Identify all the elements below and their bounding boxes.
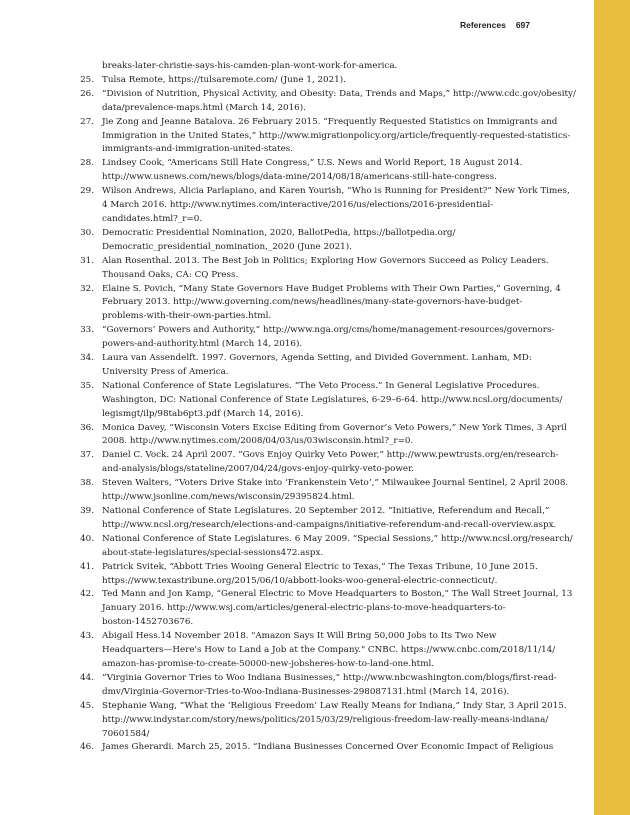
reference-line: Abigail Hess.14 November 2018. "Amazon Says It Will Bring 50,000 Jobs to Its Two New bbox=[102, 631, 497, 642]
reference-line: http://www.indystar.com/story/news/politics/2015/03/29/religious-freedom-law-really-means-indiana/ bbox=[102, 714, 549, 725]
reference-line: candidates.html?_r=0. bbox=[102, 213, 203, 224]
reference-text bbox=[102, 505, 558, 533]
reference-line: Steven Walters, “Voters Drive Stake into ‘Frankenstein Veto’,” Milwaukee Journal Sentinel, 2 April 2008. bbox=[102, 478, 569, 489]
reference-item bbox=[72, 505, 558, 533]
reference-number: 35. bbox=[80, 380, 94, 391]
reference-item bbox=[72, 227, 558, 255]
section-title: References bbox=[459, 20, 506, 30]
reference-item bbox=[72, 630, 558, 672]
reference-line: Daniel C. Vock. 24 April 2007. “Govs Enjoy Quirky Veto Power,” http://www.pewtrusts.org/en/research- bbox=[102, 450, 559, 461]
reference-number: 33. bbox=[80, 325, 94, 336]
reference-text bbox=[102, 283, 561, 325]
reference-line: Democratic_presidential_nomination,_2020 (June 2021). bbox=[102, 241, 352, 252]
reference-line: Thousand Oaks, CA: CQ Press. bbox=[102, 269, 239, 280]
reference-item bbox=[72, 88, 576, 116]
reference-line: “Governors’ Powers and Authority,” http://www.nga.org/cms/home/management-resources/governors- bbox=[102, 325, 555, 336]
reference-line: powers-and-authority.html (March 14, 2016). bbox=[102, 339, 303, 350]
reference-text bbox=[102, 227, 558, 255]
reference-list bbox=[72, 60, 576, 755]
reference-text bbox=[102, 741, 558, 755]
reference-text bbox=[102, 561, 558, 589]
reference-text bbox=[102, 449, 559, 477]
reference-item bbox=[72, 672, 558, 700]
reference-line: amazon-has-promise-to-create-50000-new-jobsheres-how-to-land-one.html. bbox=[102, 658, 435, 669]
reference-line: https://www.texastribune.org/2015/06/10/abbott-looks-woo-general-electric-connecticut/. bbox=[102, 575, 498, 586]
reference-item bbox=[72, 324, 558, 352]
reference-line: immigrants-and-immigration-united-states. bbox=[102, 144, 294, 155]
reference-line: Monica Davey, “Wisconsin Voters Excise Editing from Governor’s Veto Powers,” New York Times, 3 April bbox=[102, 422, 567, 433]
reference-text bbox=[102, 588, 572, 630]
reference-line: University Press of America. bbox=[102, 366, 229, 377]
reference-line: about-state-legislatures/special-sessions472.aspx. bbox=[102, 547, 324, 558]
reference-item bbox=[72, 561, 558, 589]
reference-item bbox=[72, 185, 570, 227]
reference-line: Jie Zong and Jeanne Batalova. 26 February 2015. “Frequently Requested Statistics on Immigrants and bbox=[102, 116, 558, 127]
reference-number: 30. bbox=[80, 227, 94, 238]
reference-text bbox=[102, 74, 558, 88]
reference-item bbox=[72, 157, 558, 185]
reference-line: National Conference of State Legislatures. 20 September 2012. “Initiative, Referendum and Recall,” bbox=[102, 506, 550, 516]
reference-item bbox=[72, 60, 558, 74]
reference-item bbox=[72, 283, 561, 325]
reference-line: Immigration in the United States,” http://www.migrationpolicy.org/article/frequently-requested-statistics- bbox=[102, 130, 571, 141]
reference-item bbox=[72, 422, 567, 450]
reference-number: 41. bbox=[80, 561, 94, 572]
reference-text bbox=[102, 157, 558, 185]
running-header bbox=[0, 20, 530, 30]
reference-line: National Conference of State Legislatures. “The Veto Process.” In General Legislative Procedures. bbox=[102, 380, 540, 391]
reference-line: Alan Rosenthal. 2013. The Best Job in Politics; Exploring How Governors Succeed as Policy Leaders. bbox=[102, 255, 549, 266]
reference-line: Elaine S. Povich, “Many State Governors Have Budget Problems with Their Own Parties,” Governing, 4 bbox=[102, 283, 561, 294]
reference-text bbox=[102, 185, 570, 227]
reference-line: Washington, DC: National Conference of State Legislatures, 6-29–6-64. http://www.ncsl.org/documents/ bbox=[102, 394, 563, 405]
reference-line: James Gherardi. March 25, 2015. “Indiana Businesses Concerned Over Economic Impact of Religious bbox=[102, 742, 554, 753]
reference-line: and-analysis/blogs/stateline/2007/04/24/govs-enjoy-quirky-veto-power. bbox=[102, 464, 415, 475]
reference-item bbox=[72, 74, 558, 88]
reference-number: 34. bbox=[80, 353, 94, 364]
reference-line: data/prevalence-maps.html (March 14, 2016). bbox=[102, 102, 306, 113]
reference-line: http://www.ncsl.org/research/elections-and-campaigns/initiative-referendum-and-recall-overview.aspx. bbox=[102, 519, 557, 530]
reference-line: http://www.usnews.com/news/blogs/data-mine/2014/08/18/americans-still-hate-congress. bbox=[102, 172, 497, 183]
reference-text bbox=[102, 352, 558, 380]
reference-line: problems-with-their-own-parties.html. bbox=[102, 311, 272, 322]
reference-number: 45. bbox=[80, 700, 94, 711]
reference-text bbox=[102, 255, 558, 283]
reference-text bbox=[102, 324, 558, 352]
reference-item bbox=[72, 255, 558, 283]
reference-item bbox=[72, 380, 563, 422]
reference-number: 46. bbox=[80, 742, 94, 753]
reference-line: http://www.jsonline.com/news/wisconsin/29395824.html. bbox=[102, 492, 355, 503]
reference-item bbox=[72, 533, 573, 561]
reference-text bbox=[102, 60, 558, 74]
reference-number: 36. bbox=[80, 422, 94, 433]
reference-number: 32. bbox=[80, 283, 94, 294]
reference-number: 42. bbox=[80, 589, 94, 600]
reference-item bbox=[72, 477, 569, 505]
reference-line: dmv/Virginia-Governor-Tries-to-Woo-Indiana-Businesses-298087131.html (March 14, 2016). bbox=[102, 686, 510, 697]
reference-item bbox=[72, 700, 567, 742]
reference-line: 4 March 2016. http://www.nytimes.com/interactive/2016/us/elections/2016-presidential- bbox=[102, 200, 494, 211]
reference-line: National Conference of State Legislatures. 6 May 2009. “Special Sessions,” http://www.ncsl.org/research/ bbox=[102, 533, 573, 544]
reference-line: breaks-later-christie-says-his-camden-plan-wont-work-for-america. bbox=[102, 61, 398, 71]
reference-line: February 2013. http://www.governing.com/news/headlines/many-state-governors-have-budget- bbox=[102, 297, 523, 308]
reference-item bbox=[72, 449, 558, 477]
reference-line: 2008. http://www.nytimes.com/2008/04/03/us/03wisconsin.html?_r=0. bbox=[102, 436, 414, 447]
reference-line: boston-1452703676. bbox=[102, 617, 194, 628]
reference-line: Democratic Presidential Nomination, 2020, BallotPedia, https://ballotpedia.org/ bbox=[102, 227, 456, 238]
chapter-color-band bbox=[594, 0, 630, 815]
reference-text bbox=[102, 477, 568, 505]
reference-line: legismgt/ilp/98tab6pt3.pdf (March 14, 2016). bbox=[102, 408, 304, 419]
reference-line: “Division of Nutrition, Physical Activity, and Obesity: Data, Trends and Maps,” http://www.cdc.gov/obesity/ bbox=[102, 88, 576, 99]
reference-line: Wilson Andrews, Alicia Parlapiano, and Karen Yourish, “Who is Running for President?” New York Times, bbox=[102, 186, 570, 197]
reference-line: Tulsa Remote, https://tulsaremote.com/ (June 1, 2021). bbox=[102, 74, 346, 85]
reference-number: 37. bbox=[80, 450, 94, 461]
reference-item bbox=[72, 741, 558, 755]
reference-number: 26. bbox=[80, 88, 94, 99]
reference-line: 70601584/ bbox=[102, 728, 150, 739]
reference-text bbox=[102, 672, 558, 700]
reference-item bbox=[72, 588, 573, 630]
reference-text bbox=[102, 88, 576, 116]
reference-number: 39. bbox=[80, 506, 94, 516]
reference-line: Headquarters—Here's How to Land a Job at the Company." CNBC. https://www.cnbc.com/2018/11/14/ bbox=[102, 645, 556, 656]
reference-item bbox=[72, 352, 558, 380]
reference-number: 27. bbox=[80, 116, 94, 127]
reference-line: Stephanie Wang, “What the ‘Religious Freedom’ Law Really Means for Indiana,” Indy Star, 3 April 2015. bbox=[102, 700, 567, 711]
reference-number: 29. bbox=[80, 186, 94, 197]
reference-number: 44. bbox=[80, 672, 94, 683]
reference-number: 25. bbox=[80, 74, 94, 85]
reference-line: Ted Mann and Jon Kamp, “General Electric to Move Headquarters to Boston,” The Wall Street Journal, 13 bbox=[102, 589, 573, 600]
reference-line: Lindsey Cook, “Americans Still Hate Congress,” U.S. News and World Report, 18 August 2014. bbox=[102, 158, 523, 169]
reference-text bbox=[102, 116, 570, 158]
reference-number: 43. bbox=[80, 631, 94, 642]
reference-line: Laura van Assendelft. 1997. Governors, Agenda Setting, and Divided Government. Lanham, MD: bbox=[102, 353, 532, 364]
reference-number: 38. bbox=[80, 478, 94, 489]
reference-line: “Virginia Governor Tries to Woo Indiana Businesses,” http://www.nbcwashington.com/blogs/first-read- bbox=[102, 672, 557, 683]
reference-text bbox=[102, 700, 567, 742]
reference-line: Patrick Svitek, “Abbott Tries Wooing General Electric to Texas,” The Texas Tribune, 10 June 2015. bbox=[102, 561, 538, 572]
reference-number: 28. bbox=[80, 158, 94, 169]
reference-line: January 2016. http://www.wsj.com/articles/general-electric-plans-to-move-headquarters-to- bbox=[102, 603, 506, 614]
reference-number: 31. bbox=[80, 255, 94, 266]
reference-text bbox=[102, 422, 567, 450]
reference-text bbox=[102, 380, 562, 422]
reference-item bbox=[72, 116, 571, 158]
page-number: 697 bbox=[515, 20, 530, 30]
reference-text bbox=[102, 533, 573, 561]
reference-number: 40. bbox=[80, 533, 94, 544]
reference-text bbox=[102, 630, 558, 672]
